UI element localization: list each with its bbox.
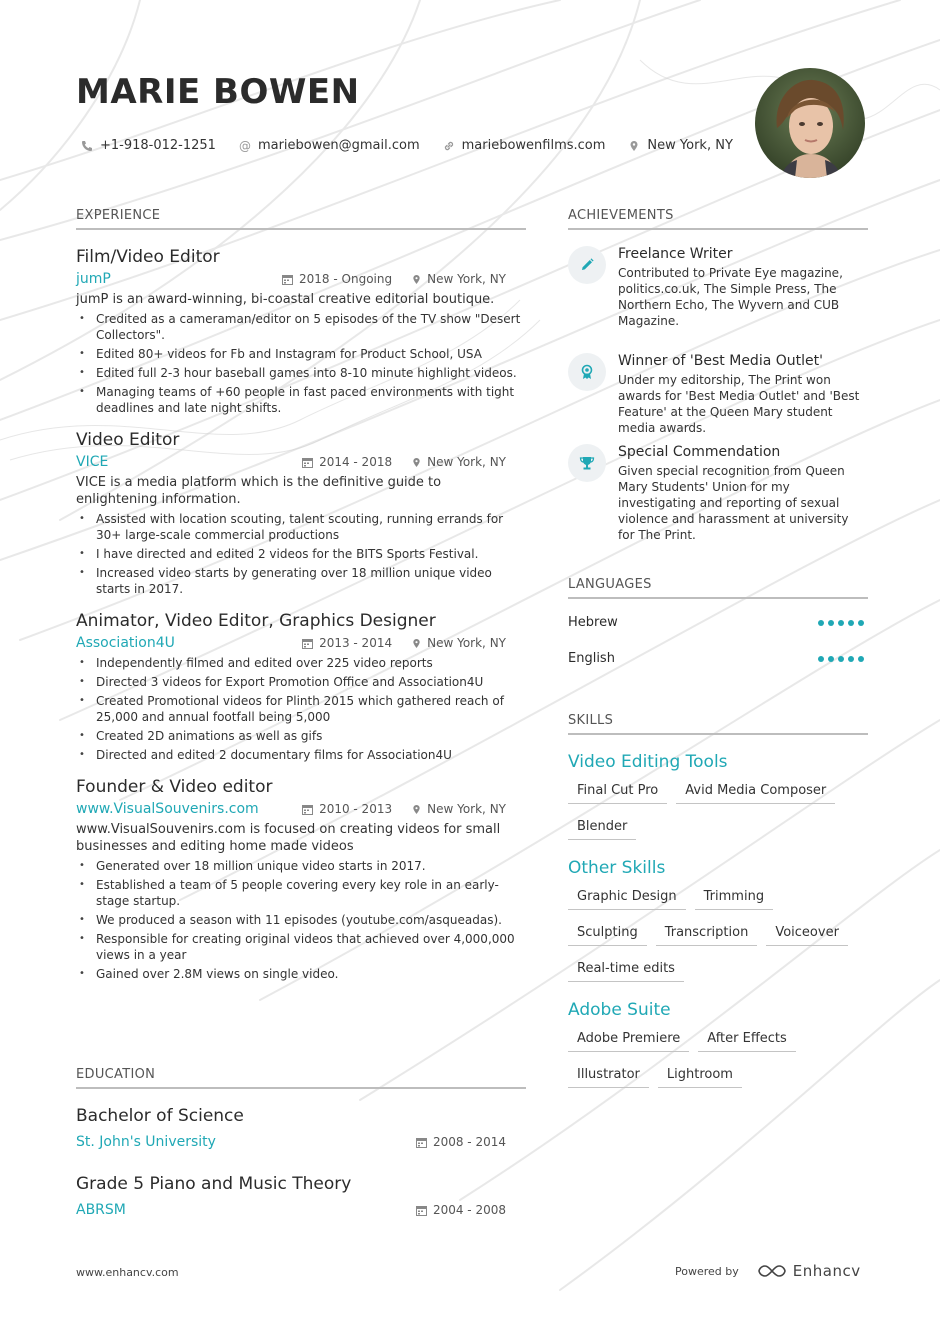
job-bullet: • We produced a season with 11 episodes (youtube.com/asqueadas). [76, 912, 526, 928]
pencil-icon [568, 246, 606, 284]
company-link[interactable]: jumP [76, 271, 111, 287]
degree-title: Grade 5 Piano and Music Theory [76, 1174, 352, 1194]
achievement-description: Under my editorship, The Print won awards for 'Best Media Outlet' and 'Best Feature' at the Queen Mary student media awards. [618, 373, 860, 435]
phone-icon [80, 139, 94, 153]
achievement-title: Freelance Writer [618, 246, 733, 262]
job-bullet: • Created Promotional videos for Plinth 2015 which gathered reach of 25,000 and annual footfall being 5,000 [76, 693, 526, 725]
location-pin-icon [412, 638, 421, 649]
degree-title: Bachelor of Science [76, 1106, 244, 1126]
trophy-icon [568, 444, 606, 482]
skill-tag: Transcription [656, 922, 758, 946]
job-location: New York, NY [412, 272, 506, 286]
company-link[interactable]: www.VisualSouvenirs.com [76, 801, 259, 817]
languages-section-title: LANGUAGES [568, 577, 868, 599]
job-description: www.VisualSouvenirs.com is focused on creating videos for small businesses and editing home made videos [76, 822, 501, 854]
skill-tag: After Effects [698, 1028, 796, 1052]
location-pin-icon [412, 457, 421, 468]
job-bullet: • Edited full 2-3 hour baseball games into 8-10 minute highlight videos. [76, 365, 526, 381]
skill-group [568, 1000, 868, 1100]
footer-powered-by [675, 1262, 861, 1280]
job-bullet: • Generated over 18 million unique video starts in 2017. [76, 858, 526, 874]
job-title: Animator, Video Editor, Graphics Designer [76, 611, 436, 631]
experience-item [76, 611, 526, 763]
calendar-icon [302, 638, 313, 649]
job-bullet: • Responsible for creating original videos that achieved over 4,000,000 views in a year [76, 931, 526, 963]
job-bullet: • Assisted with location scouting, talent scouting, running errands for 30+ large-scale commercial productions [76, 511, 526, 543]
brand-name: Enhancv [792, 1262, 861, 1280]
skill-tag: Real-time edits [568, 958, 684, 982]
school-link[interactable]: ABRSM [76, 1202, 126, 1218]
skill-tag: Final Cut Pro [568, 780, 667, 804]
job-description: jumP is an award-winning, bi-coastal creative editorial boutique. [76, 292, 495, 307]
job-bullet: • Gained over 2.8M views on single video. [76, 966, 526, 982]
job-bullet: • Directed 3 videos for Export Promotion Office and Association4U [76, 674, 526, 690]
job-bullet: • Created 2D animations as well as gifs [76, 728, 526, 744]
job-date: 2018 - Ongoing [282, 272, 392, 286]
powered-by-label: Powered by [675, 1264, 739, 1278]
job-title: Video Editor [76, 430, 180, 450]
calendar-icon [416, 1205, 427, 1216]
job-bullet: • Independently filmed and edited over 225 video reports [76, 655, 526, 671]
calendar-icon [302, 804, 313, 815]
location-text: New York, NY [647, 138, 733, 153]
job-date: 2013 - 2014 [302, 636, 392, 650]
job-bullet: • Established a team of 5 people covering every key role in an early-stage startup. [76, 877, 526, 909]
calendar-icon [282, 274, 293, 285]
skill-tag: Blender [568, 816, 636, 840]
skill-group [568, 858, 868, 994]
job-bullet: • Increased video starts by generating over 18 million unique video starts in 2017. [76, 565, 526, 597]
language-name: Hebrew [568, 615, 618, 630]
location-pin-icon [412, 804, 421, 815]
skill-tag: Trimming [695, 886, 773, 910]
job-date: 2010 - 2013 [302, 802, 392, 816]
language-item [568, 615, 864, 630]
company-link[interactable]: VICE [76, 454, 109, 470]
location-pin-icon [627, 139, 641, 153]
job-bullet: • I have directed and edited 2 videos for the BITS Sports Festival. [76, 546, 526, 562]
achievement-item [568, 353, 868, 436]
job-bullet: • Credited as a cameraman/editor on 5 episodes of the TV show "Desert Collectors". [76, 311, 526, 343]
education-item [76, 1106, 506, 1150]
phone-text: +1-918-012-1251 [100, 138, 216, 153]
contact-email[interactable] [238, 138, 420, 153]
achievement-title: Winner of 'Best Media Outlet' [618, 353, 823, 369]
skill-group [568, 752, 868, 852]
skill-tag: Graphic Design [568, 886, 686, 910]
job-bullet: • Directed and edited 2 documentary films for Association4U [76, 747, 526, 763]
at-icon: @ [238, 138, 251, 153]
location-pin-icon [412, 274, 421, 285]
language-name: English [568, 651, 615, 666]
job-title: Film/Video Editor [76, 247, 220, 267]
education-date: 2008 - 2014 [416, 1135, 506, 1149]
skill-tag: Lightroom [658, 1064, 742, 1088]
job-bullet: • Edited 80+ videos for Fb and Instagram for Product School, USA [76, 346, 526, 362]
skill-tag: Avid Media Composer [676, 780, 835, 804]
experience-list [76, 247, 526, 996]
skill-tag: Sculpting [568, 922, 647, 946]
link-icon [442, 139, 456, 153]
skill-tag: Adobe Premiere [568, 1028, 689, 1052]
job-location: New York, NY [412, 636, 506, 650]
skill-tag: Voiceover [766, 922, 848, 946]
achievement-item [568, 444, 868, 543]
job-title: Founder & Video editor [76, 777, 273, 797]
skill-group-heading: Other Skills [568, 858, 666, 878]
achievement-description: Contributed to Private Eye magazine, politics.co.uk, The Simple Press, The Northern Echo, The Wyvern and CUB Magazine. [618, 266, 843, 328]
education-item [76, 1174, 506, 1218]
calendar-icon [302, 457, 313, 468]
language-level-dots [814, 620, 864, 626]
contact-website[interactable] [442, 138, 606, 153]
skill-tag: Illustrator [568, 1064, 649, 1088]
skill-group-heading: Video Editing Tools [568, 752, 728, 772]
email-text: mariebowen@gmail.com [257, 138, 420, 153]
website-text: mariebowenfilms.com [461, 138, 606, 153]
candidate-name: MARIE BOWEN [76, 72, 360, 112]
enhancv-logo[interactable] [757, 1262, 861, 1280]
education-date: 2004 - 2008 [416, 1203, 506, 1217]
company-link[interactable]: Association4U [76, 635, 175, 651]
experience-section-title: EXPERIENCE [76, 208, 526, 230]
job-location: New York, NY [412, 802, 506, 816]
experience-item [76, 247, 526, 416]
achievement-description: Given special recognition from Queen Mary Students' Union for my investigating and reporting of sexual violence and harassment at university for The Print. [618, 464, 849, 542]
language-item [568, 651, 864, 666]
experience-item [76, 777, 526, 982]
job-description: VICE is a media platform which is the definitive guide to enlightening information. [76, 475, 442, 507]
award-ribbon-icon [568, 353, 606, 391]
education-section-title: EDUCATION [76, 1067, 526, 1089]
language-level-dots [814, 656, 864, 662]
skill-group-heading: Adobe Suite [568, 1000, 671, 1020]
job-location: New York, NY [412, 455, 506, 469]
contact-phone[interactable] [80, 138, 216, 153]
achievement-item [568, 246, 868, 329]
skills-section-title: SKILLS [568, 713, 868, 735]
infinity-logo-icon [757, 1264, 787, 1278]
school-link[interactable]: St. John's University [76, 1134, 216, 1150]
achievements-section-title: ACHIEVEMENTS [568, 208, 868, 230]
profile-photo [755, 68, 865, 178]
job-date: 2014 - 2018 [302, 455, 392, 469]
achievement-title: Special Commendation [618, 444, 781, 460]
calendar-icon [416, 1137, 427, 1148]
contact-bar [80, 138, 755, 153]
contact-location [627, 138, 732, 153]
footer-website-link[interactable]: www.enhancv.com [76, 1266, 179, 1279]
experience-item [76, 430, 526, 597]
job-bullet: • Managing teams of +60 people in fast paced environments with tight deadlines and late night shifts. [76, 384, 526, 416]
